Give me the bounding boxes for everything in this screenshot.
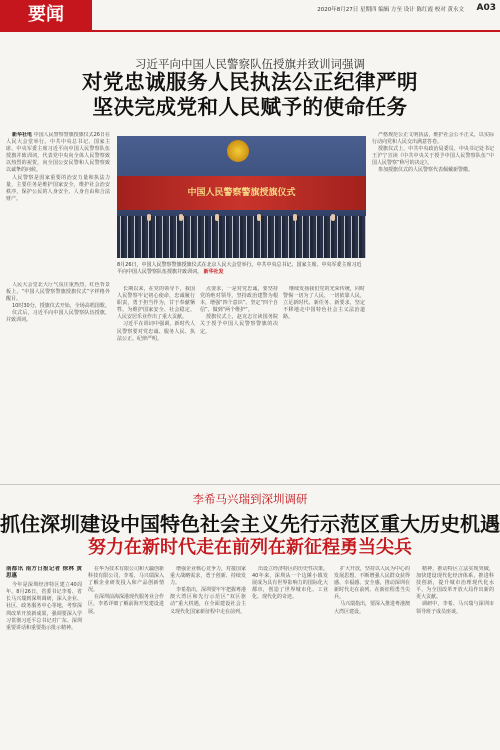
masthead: [0, 0, 500, 30]
article2-kicker: 李希马兴瑞到深圳调研: [192, 492, 308, 506]
photo-credit: 新华社发: [203, 269, 224, 275]
article-divider: [0, 484, 500, 485]
article1-title-line2: 坚决完成党和人民赋予的使命任务: [92, 95, 408, 119]
article2-column-5: 扩大开放，坚持以人民为中心的发展思想，不断增强人民群众获得感、幸福感、安全感，推动深圳在新时代走在前列、在新征程勇当尖兵。 马兴瑞指出，要深入推进粤港澳大湾区建设。: [334, 566, 410, 615]
article1-column-3: 长期以来，在党的领导下，我国人民警察牢记初心使命，忠诚履行职责，勇于担当作为，甘于奉献牺牲，为维护国家安全、社会稳定、人民安居乐业作出了重大贡献。 习近平在训词中强调，新时代人民警察要对党忠诚、服务人民、执法公正、纪律严明。: [117, 286, 195, 342]
article2-title-line2: 努力在新时代走在前列在新征程勇当尖兵: [88, 537, 412, 558]
raised-fist-icon: [257, 214, 261, 221]
article1-column-2: 人民大会堂北大厅气氛庄重热烈，红色背景板上，“中国人民警察警旗授旗仪式”字样格外醒目。 10时30分，授旗仪式开始，全场高唱国歌。 仪式后，习近平向中国人民警察队伍授旗，并致训词。: [6, 282, 110, 324]
article2-column-2: 在华为技术有限公司和大疆创新科技有限公司，李希、马兴瑞深入了解企业研发投入和产品创新情况。 在深圳前海深港现代服务业合作区，李希详细了解前海开发建设进展。: [88, 566, 164, 615]
police-emblem-icon: [227, 140, 249, 162]
dateline: 2020年8月27日 星期四 编辑 方至 设计 陈红霞 校对 黄永文: [317, 7, 464, 13]
article2-column-3: 增强企业核心竞争力，对接国家重大战略需求，勇于创新、持续发力。 李希指出，深圳要牢牢把握粤港澳大湾区和先行示范区“双区驱动”重大机遇，在全面建设社会主义现代化国家新征程中走在前列。: [170, 566, 246, 615]
article2-title-line1: 抓住深圳建设中国特色社会主义先行示范区重大历史机遇: [0, 512, 500, 536]
article2-column-1: 南都讯 南方日报记者 徐林 黄思惠 今年是深圳经济特区建立40周年。8月26日，省委书记李希、省长马兴瑞到深圳调研，深入企业、社区、政务服务中心等地，考察深圳改革开放新成果，强调要深入学习贯彻习近平总书记对广东、深圳重要讲话和重要指示批示精神。: [6, 566, 82, 631]
article2-column-6: 精神，推动特区立法实现突破，加快建设现代化经济体系，推进科技创新，提升城市治理现代化水平，为全国改革开放大局作出新的更大贡献。 调研中，李希、马兴瑞与深圳市领导班子成员座谈。: [416, 566, 494, 615]
article1-column-5: 继续发扬我们党的光荣传统，同时警惕一切为了人民，一切依靠人民，立足新时代、新任务、新要求，坚定不移地走中国特色社会主义法治道路。: [283, 286, 365, 321]
section-title: 要闻: [0, 0, 92, 30]
photo-caption: 8月26日，中国人民警察警旗授旗仪式在北京人民大会堂举行。中共中央总书记、国家主席、中央军委主席习近平向中国人民警察队伍授旗并致训词。 新华社发: [117, 262, 362, 275]
article1-kicker: 习近平向中国人民警察队伍授旗并致训词强调: [135, 57, 365, 71]
raised-fist-icon: [331, 214, 335, 221]
page-number: A03: [476, 3, 496, 13]
article1-column-6: 严格规范公正文明执法，维护社会公平正义，以实际行动向党和人民交出满意答卷。 授旗仪式上，中共中央政治局委员、中央书记处书记王沪宁宣读《中共中央关于授予中国人民警察队伍“中国人民警察”称号的决定》。 参加授旗仪式的人民警察代表佩戴新警徽。: [372, 132, 494, 174]
ceremony-photo: [117, 136, 366, 258]
raised-fist-icon: [293, 214, 297, 221]
raised-fist-icon: [147, 214, 151, 221]
article1-byline: 新华社电: [12, 132, 33, 138]
article1-title-line1: 对党忠诚服务人民执法公正纪律严明: [82, 70, 418, 94]
photo-banner-text: 中国人民警察警旗授旗仪式: [187, 188, 296, 198]
raised-fist-icon: [215, 214, 219, 221]
photo-crowd: [117, 216, 366, 258]
raised-fist-icon: [179, 214, 183, 221]
article1-headline: [0, 70, 500, 120]
article1-column-1: 新华社电 中国人民警察警旗授旗仪式26日在人民大会堂举行。中共中央总书记、国家主席、中央军委主席习近平向中国人民警察队伍授旗并致训词，代表党中央向全体人民警察致以热烈的祝贺，向全国公安民警和人民警察致以诚挚的问候。 人民警察是国家重要的治安力量和执法力量，主要任务是维护国家安全，维护社会治安秩序，保护公民的人身安全、人身自由和合法财产。: [6, 132, 110, 202]
article2-deck: 南都讯 南方日报记者 徐林 黄思惠: [6, 566, 82, 580]
article1-column-4: 点要求，一是对党忠诚，要坚持党的绝对领导，坚持政治建警为根本，增强“四个意识”、坚定“四个自信”、做到“两个维护”。 授旗仪式上，赵克志宣读国务院关于授予中国人民警察警旗的决定。: [200, 286, 278, 335]
article2-column-4: 出设立经济特区的历史性决策。40年来，深圳从一个边陲小镇发展成为具有世界影响力的国际化大都市，创造了世界城市化、工业化、现代化的奇迹。: [252, 566, 328, 601]
masthead-rule: [0, 30, 500, 32]
